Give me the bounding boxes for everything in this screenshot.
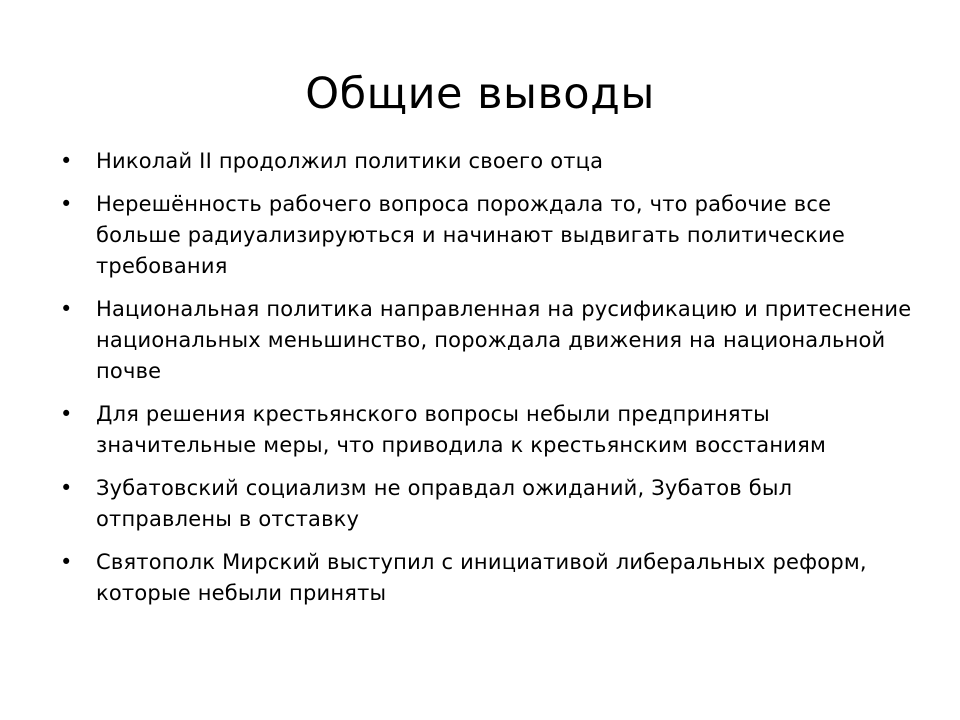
bullet-text: Зубатовский социализм не оправдал ожиданий, Зубатов был отправлены в отставку	[96, 476, 793, 531]
bullet-text: Святополк Мирский выступил с инициативой либеральных реформ, которые небыли приняты	[96, 550, 867, 605]
bullet-item	[60, 399, 920, 461]
bullet-text: Нерешённость рабочего вопроса порождала то, что рабочие все больше радиуализируються и начинают выдвигать политические требования	[96, 192, 845, 278]
bullet-marker: •	[60, 192, 73, 216]
bullet-marker: •	[60, 402, 73, 426]
bullet-text: Для решения крестьянского вопросы небыли предприняты значительные меры, что приводила к крестьянским восстаниям	[96, 402, 827, 457]
bullet-marker: •	[60, 297, 73, 321]
bullet-item	[60, 146, 920, 177]
bullet-item	[60, 189, 920, 282]
bullet-item	[60, 547, 920, 609]
slide-title: Общие выводы	[305, 69, 655, 119]
bullet-list	[60, 146, 920, 621]
bullet-item	[60, 294, 920, 387]
bullet-text: Национальная политика направленная на русификацию и притеснение национальных меньшинство, порождала движения на национальной почве	[96, 297, 912, 383]
bullet-marker: •	[60, 550, 73, 574]
bullet-item	[60, 473, 920, 535]
bullet-marker: •	[60, 476, 73, 500]
bullet-text: Николай II продолжил политики своего отца	[96, 149, 604, 173]
bullet-marker: •	[60, 149, 73, 173]
